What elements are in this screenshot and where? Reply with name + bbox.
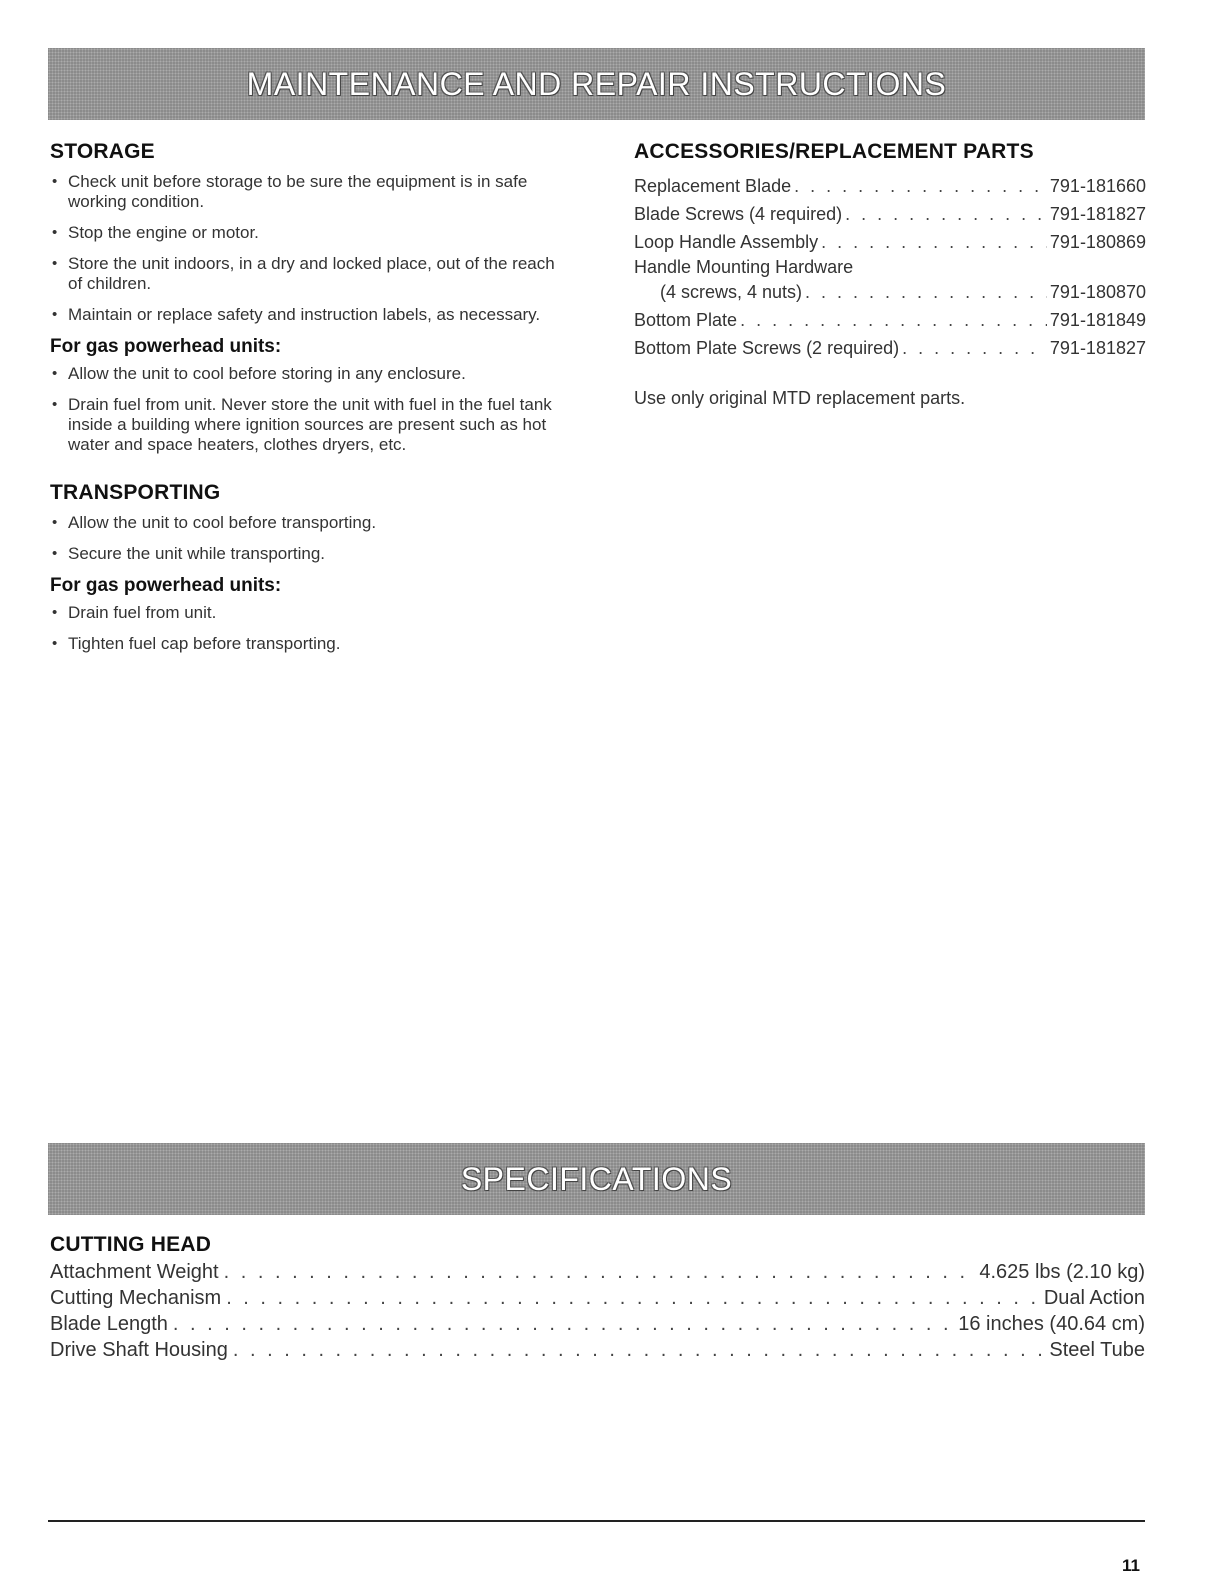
dot-leader (226, 1285, 1039, 1311)
maintenance-banner (48, 48, 1145, 120)
part-row (634, 200, 1146, 228)
part-label: Bottom Plate Screws (2 required) (634, 338, 900, 358)
list-item: • Allow the unit to cool before transporting. (50, 513, 570, 533)
storage-list (50, 172, 570, 325)
part-label: (4 screws, 4 nuts) (660, 282, 803, 302)
list-item: • Check unit before storage to be sure the equipment is in safe working condition. (50, 172, 570, 212)
part-label: Loop Handle Assembly (634, 232, 819, 252)
list-item: • Allow the unit to cool before storing in any enclosure. (50, 364, 570, 384)
dot-leader (794, 172, 1047, 200)
transporting-gas-heading: For gas powerhead units: (50, 575, 282, 596)
part-number: 791-180870 (1049, 282, 1146, 302)
specifications-title: SPECIFICATIONS (460, 1160, 733, 1197)
part-row (634, 228, 1146, 256)
spec-label: Drive Shaft Housing (50, 1339, 228, 1361)
storage-section (50, 140, 570, 455)
part-row (634, 278, 1146, 306)
part-label: Blade Screws (4 required) (634, 204, 843, 224)
handle-hardware-label: Handle Mounting Hardware (634, 257, 854, 277)
dot-leader (845, 200, 1047, 228)
part-number: 791-180869 (1049, 232, 1146, 252)
storage-heading: STORAGE (50, 140, 155, 163)
part-number: 791-181849 (1049, 310, 1146, 330)
spec-value: 4.625 lbs (2.10 kg) (979, 1261, 1145, 1283)
spec-label: Cutting Mechanism (50, 1287, 222, 1309)
part-label: Bottom Plate (634, 310, 738, 330)
left-column (50, 140, 570, 665)
parts-heading: ACCESSORIES/REPLACEMENT PARTS (634, 140, 1034, 163)
dot-leader (821, 228, 1047, 256)
maintenance-title: MAINTENANCE AND REPAIR INSTRUCTIONS (246, 65, 947, 102)
list-item: • Drain fuel from unit. Never store the unit with fuel in the fuel tank inside a building where ignition sources are present such as hot water and space heaters, clothes dryers, etc. (50, 395, 570, 455)
storage-gas-heading: For gas powerhead units: (50, 336, 282, 357)
list-item: • Secure the unit while transporting. (50, 544, 570, 564)
spec-row (50, 1259, 1145, 1285)
spec-value: Dual Action (1043, 1287, 1145, 1309)
part-number: 791-181660 (1049, 176, 1146, 196)
specifications-banner (48, 1143, 1145, 1215)
list-item: • Maintain or replace safety and instruction labels, as necessary. (50, 305, 570, 325)
list-item: • Tighten fuel cap before transporting. (50, 634, 570, 654)
list-item: • Stop the engine or motor. (50, 223, 570, 243)
dot-leader (740, 306, 1047, 334)
list-item: • Drain fuel from unit. (50, 603, 570, 623)
dot-leader (224, 1259, 975, 1285)
spec-label: Attachment Weight (50, 1261, 219, 1283)
transporting-section (50, 481, 570, 654)
part-label: Replacement Blade (634, 176, 792, 196)
parts-note: Use only original MTD replacement parts. (634, 388, 966, 408)
spec-value: 16 inches (40.64 cm) (958, 1313, 1145, 1335)
footer-divider (48, 1520, 1145, 1522)
part-row (634, 306, 1146, 334)
dot-leader (233, 1337, 1045, 1363)
page-number: 11 (1122, 1556, 1140, 1575)
cutting-head-heading: CUTTING HEAD (50, 1233, 212, 1256)
right-column (634, 140, 1146, 409)
spec-row (50, 1337, 1145, 1363)
spec-row (50, 1311, 1145, 1337)
part-row (634, 172, 1146, 200)
transporting-heading: TRANSPORTING (50, 481, 221, 504)
transporting-list (50, 513, 570, 564)
dot-leader (805, 278, 1047, 306)
part-number: 791-181827 (1049, 338, 1146, 358)
part-row (634, 334, 1146, 362)
spec-label: Blade Length (50, 1313, 168, 1335)
transporting-gas-list (50, 603, 570, 654)
spec-value: Steel Tube (1049, 1339, 1145, 1361)
specifications-table (50, 1233, 1145, 1363)
spec-row (50, 1285, 1145, 1311)
parts-list (634, 172, 1146, 362)
part-number: 791-181827 (1049, 204, 1146, 224)
list-item: • Store the unit indoors, in a dry and locked place, out of the reach of children. (50, 254, 570, 294)
dot-leader (173, 1311, 953, 1337)
storage-gas-list (50, 364, 570, 455)
dot-leader (902, 334, 1047, 362)
